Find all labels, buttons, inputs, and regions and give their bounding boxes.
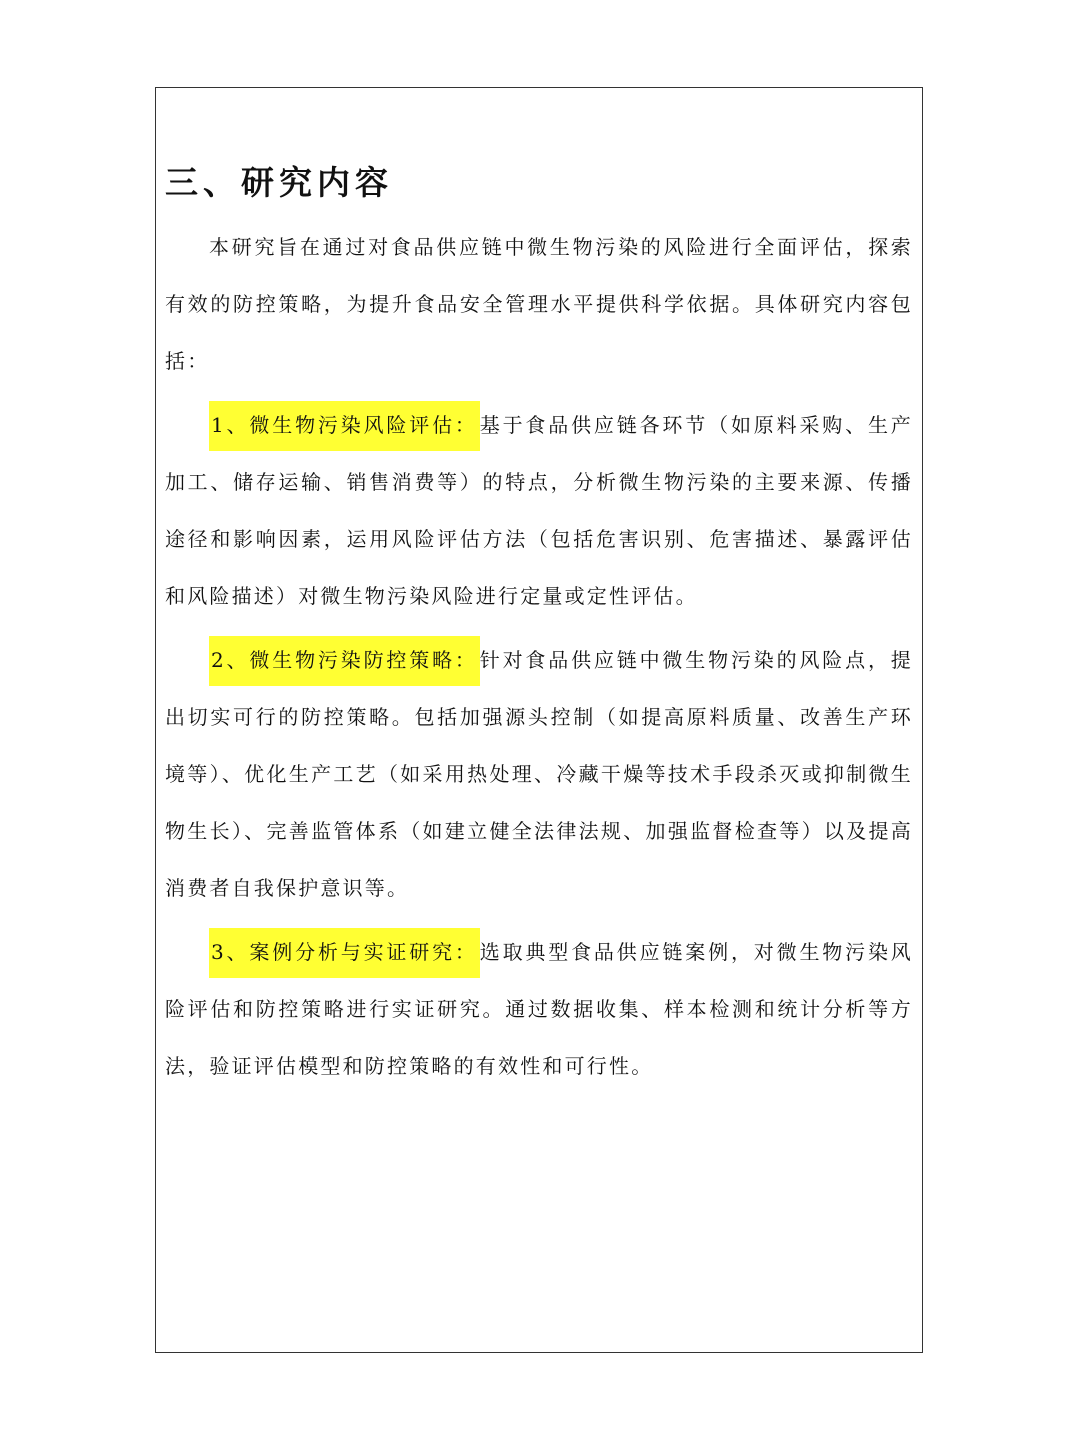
item-text-3: 选取典型食品供应链案例，对微生物污染风险评估和防控策略进行实证研究。通过数据收集、样本检测和统计分析等方法，验证评估模型和防控策略的有效性和可行性。 xyxy=(165,940,913,1078)
item-label-highlight-3: 3、案例分析与实证研究： xyxy=(209,928,480,978)
section-title: 三、研究内容 xyxy=(165,163,393,202)
item-label-highlight-1: 1、微生物污染风险评估： xyxy=(209,401,480,451)
item-text-2: 针对食品供应链中微生物污染的风险点，提出切实可行的防控策略。包括加强源头控制（如提高原料质量、改善生产环境等）、优化生产工艺（如采用热处理、冷藏干燥等技术手段杀灭或抑制微生物生长）、完善监管体系（如建立健全法律法规、加强监督检查等）以及提高消费者自我保护意识等。 xyxy=(165,648,913,900)
item-paragraph-3 xyxy=(165,924,913,1095)
intro-paragraph: 本研究旨在通过对食品供应链中微生物污染的风险进行全面评估，探索有效的防控策略，为提升食品安全管理水平提供科学依据。具体研究内容包括： xyxy=(165,235,913,373)
item-paragraph-2 xyxy=(165,632,913,917)
document-frame xyxy=(155,87,923,1353)
item-label-highlight-2: 2、微生物污染防控策略： xyxy=(209,636,480,686)
document-content xyxy=(165,158,913,1102)
item-paragraph-1 xyxy=(165,397,913,625)
item-text-1: 基于食品供应链各环节（如原料采购、生产加工、储存运输、销售消费等）的特点，分析微生物污染的主要来源、传播途径和影响因素，运用风险评估方法（包括危害识别、危害描述、暴露评估和风险描述）对微生物污染风险进行定量或定性评估。 xyxy=(165,413,913,608)
